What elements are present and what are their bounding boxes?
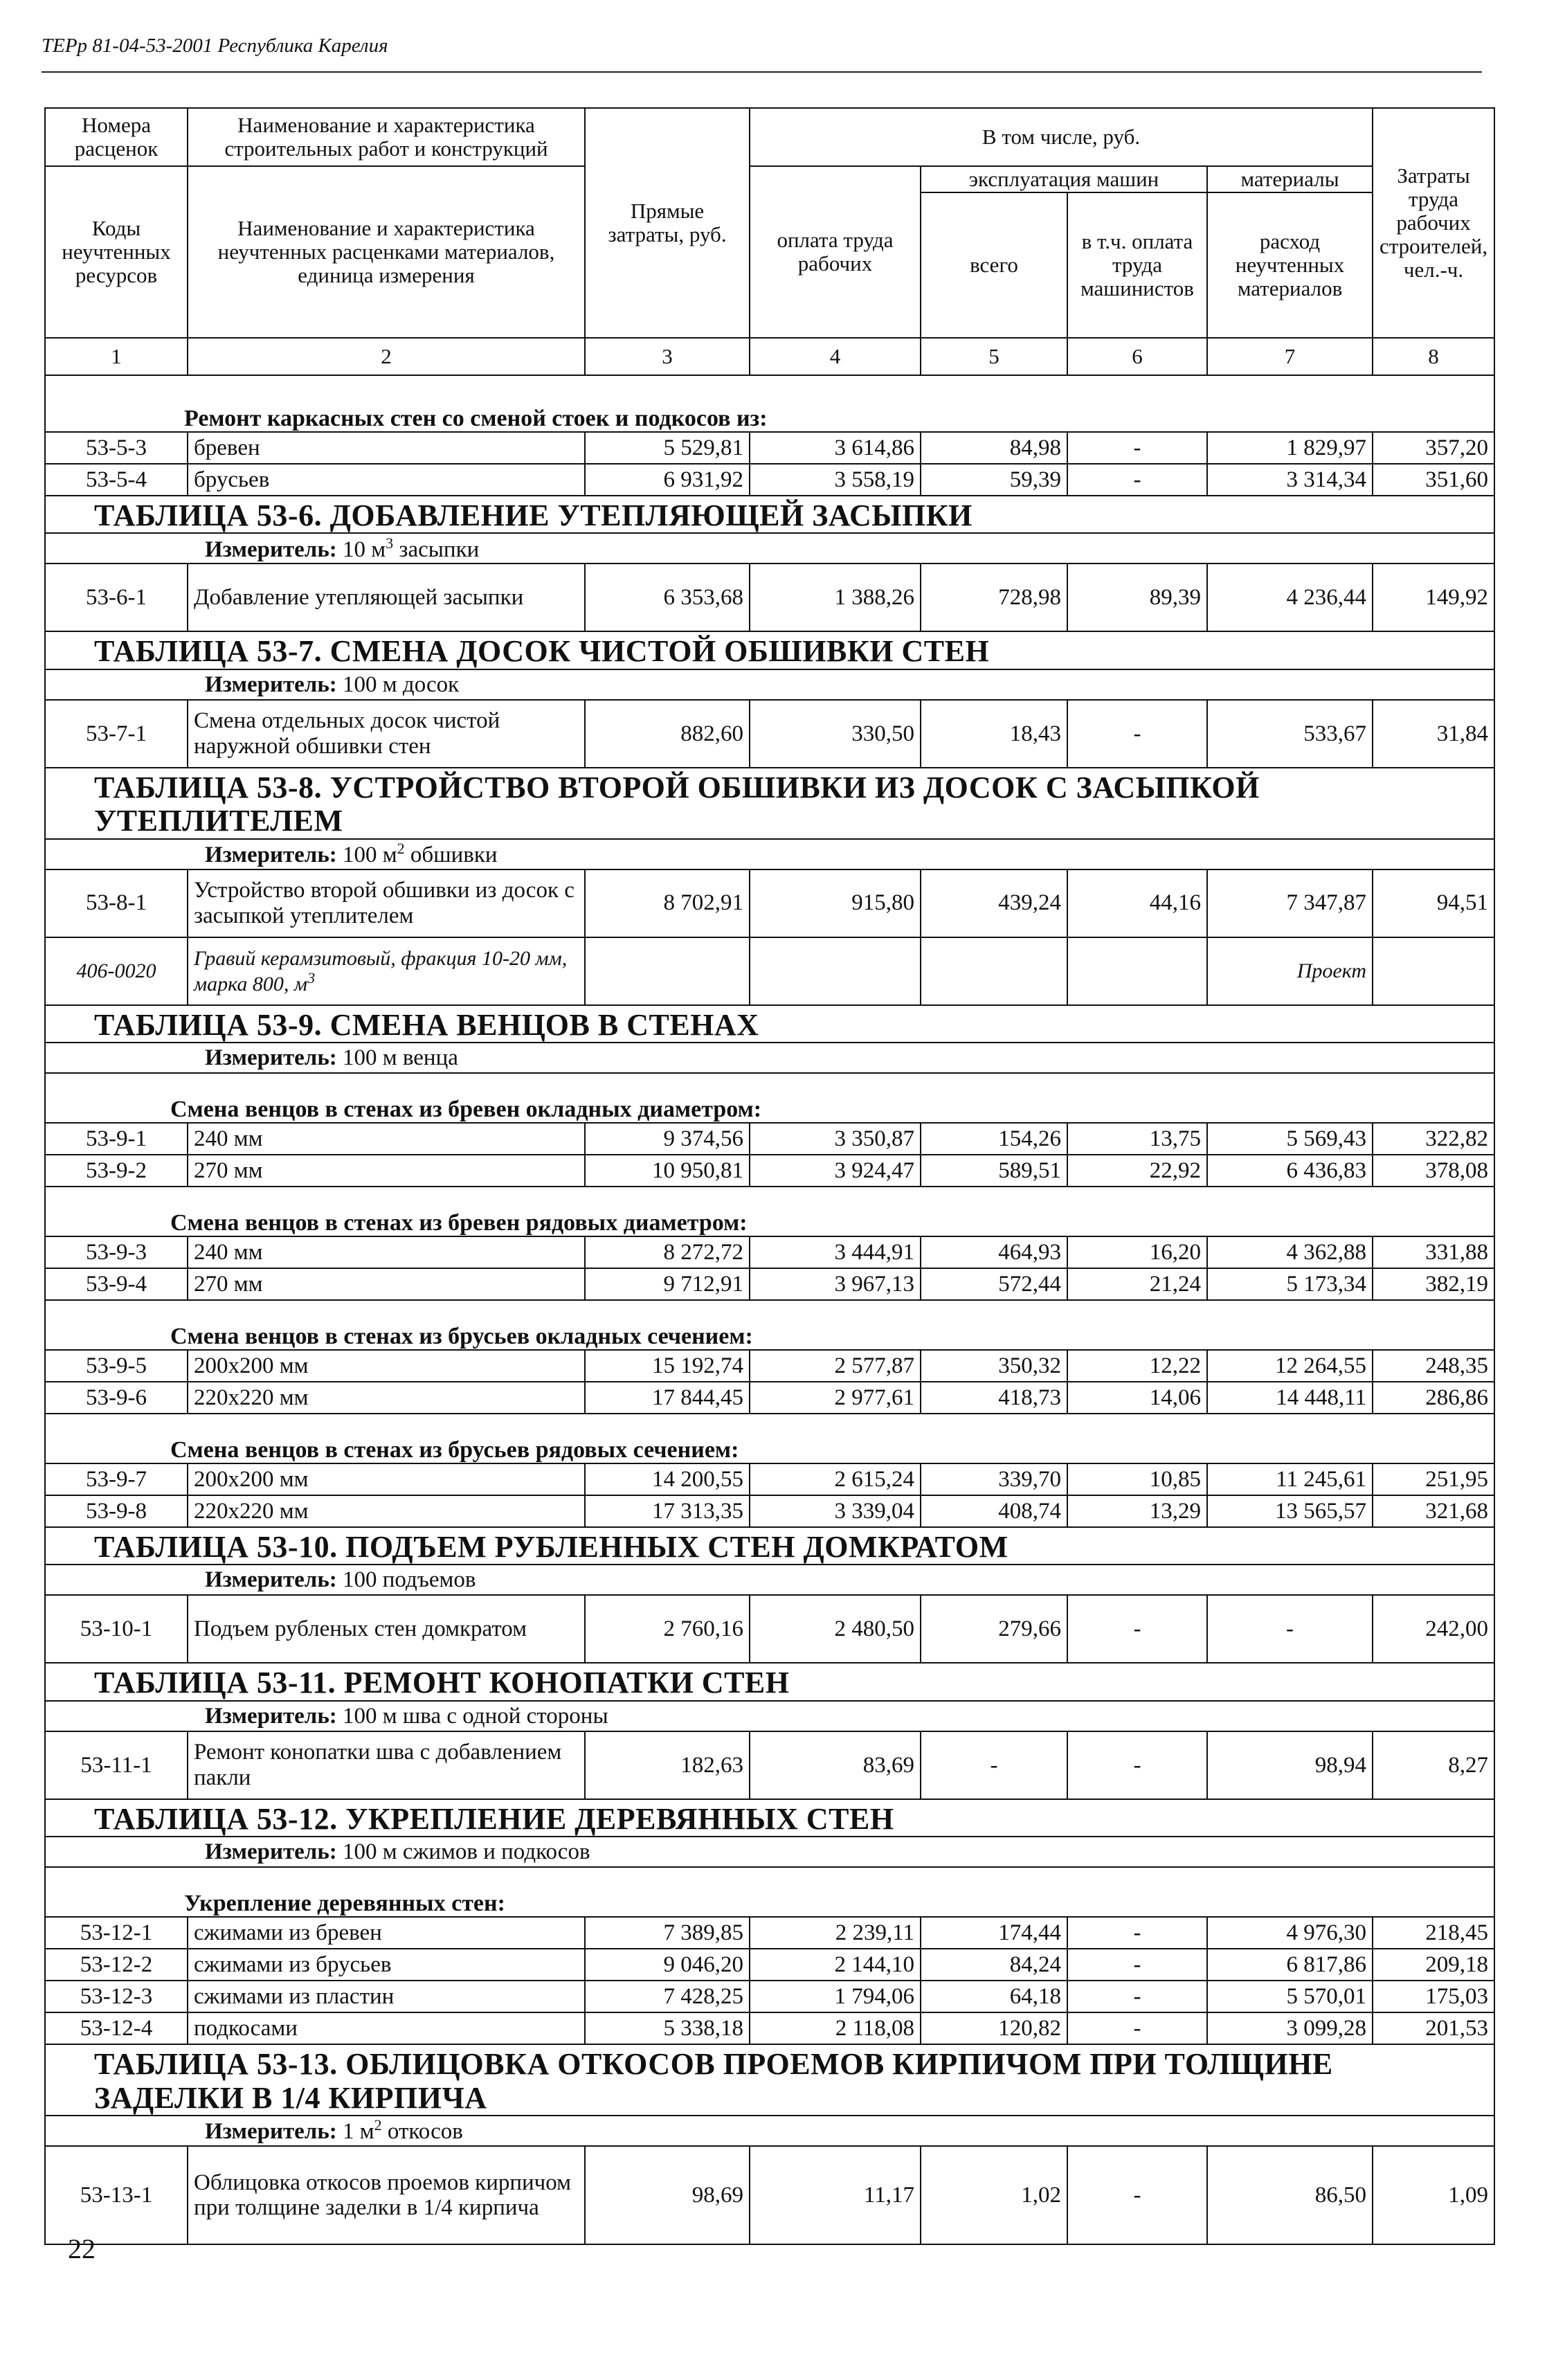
operator-wages: -: [1067, 1949, 1207, 1981]
unit-value: 100 м досок: [343, 671, 460, 697]
operator-wages: -: [1067, 464, 1207, 496]
unit-label: Измеритель:: [205, 842, 337, 867]
direct-cost: 6 931,92: [585, 464, 750, 496]
table-row: [45, 1949, 1494, 1981]
labor: 378,08: [1373, 1155, 1494, 1187]
direct-cost: 7 428,25: [585, 1981, 750, 2012]
machines-total: 408,74: [921, 1495, 1067, 1527]
rate-name: 270 мм: [188, 1268, 585, 1300]
materials: 6 436,83: [1207, 1155, 1373, 1187]
unit-label: Измеритель:: [205, 1703, 337, 1729]
machines-total: 64,18: [921, 1981, 1067, 2012]
machines-total: 154,26: [921, 1123, 1067, 1155]
direct-cost: 6 353,68: [585, 564, 750, 631]
subheading: Смена венцов в стенах из бревен окладных диаметром:: [45, 1073, 1494, 1123]
wages: 915,80: [750, 869, 921, 937]
unit-of-measure: [45, 839, 1494, 869]
table-row: [45, 1236, 1494, 1268]
labor: 321,68: [1373, 1495, 1494, 1527]
machines-total: 59,39: [921, 464, 1067, 496]
machines-total: 464,93: [921, 1236, 1067, 1268]
machines-total: 1,02: [921, 2146, 1067, 2244]
materials: 86,50: [1207, 2146, 1373, 2244]
materials: 7 347,87: [1207, 869, 1373, 937]
operator-wages: -: [1067, 2146, 1207, 2244]
wages: 83,69: [750, 1731, 921, 1799]
rate-code: 53-9-8: [45, 1495, 188, 1527]
direct-cost: 14 200,55: [585, 1463, 750, 1495]
table-title: ТАБЛИЦА 53-11. РЕМОНТ КОНОПАТКИ СТЕН: [45, 1663, 1494, 1700]
table-row: [45, 1123, 1494, 1155]
rate-code: 53-9-3: [45, 1236, 188, 1268]
unit-tail: обшивки: [404, 842, 498, 867]
labor: 331,88: [1373, 1236, 1494, 1268]
col-num-6: 6: [1067, 338, 1207, 375]
materials: 5 570,01: [1207, 1981, 1373, 2012]
rate-name: 220x220 мм: [188, 1382, 585, 1414]
direct-cost: 7 389,85: [585, 1917, 750, 1949]
rate-code: 53-6-1: [45, 564, 188, 631]
empty-cell: [750, 937, 921, 1005]
materials: 14 448,11: [1207, 1382, 1373, 1414]
direct-cost: 2 760,16: [585, 1595, 750, 1663]
machines-total: 174,44: [921, 1917, 1067, 1949]
rate-name: сжимами из брусьев: [188, 1949, 585, 1981]
rate-code: 53-12-4: [45, 2012, 188, 2044]
labor: 209,18: [1373, 1949, 1494, 1981]
rate-name: Добавление утепляющей засыпки: [188, 564, 585, 631]
resource-row: [45, 937, 1494, 1005]
materials: 4 362,88: [1207, 1236, 1373, 1268]
machines-total: 339,70: [921, 1463, 1067, 1495]
machines-total: 84,98: [921, 432, 1067, 464]
rate-name: подкосами: [188, 2012, 585, 2044]
machines-total: 279,66: [921, 1595, 1067, 1663]
machines-total: 350,32: [921, 1350, 1067, 1382]
operator-wages: -: [1067, 432, 1207, 464]
col-num-3: 3: [585, 338, 750, 375]
table-title: ТАБЛИЦА 53-7. СМЕНА ДОСОК ЧИСТОЙ ОБШИВКИ СТЕН: [45, 631, 1494, 669]
table-row: [45, 1917, 1494, 1949]
empty-cell: [1067, 937, 1207, 1005]
table-title: ТАБЛИЦА 53-6. ДОБАВЛЕНИЕ УТЕПЛЯЮЩЕЙ ЗАСЫПКИ: [45, 496, 1494, 533]
labor: 351,60: [1373, 464, 1494, 496]
materials: 1 829,97: [1207, 432, 1373, 464]
rate-name: сжимами из пластин: [188, 1981, 585, 2012]
header-wages: оплата труда рабочих: [750, 166, 921, 338]
rate-name: 220x220 мм: [188, 1495, 585, 1527]
table-row: [45, 1981, 1494, 2012]
wages: 2 144,10: [750, 1949, 921, 1981]
header-including: В том числе, руб.: [750, 108, 1373, 166]
rate-code: 53-13-1: [45, 2146, 188, 2244]
unit-tail: откосов: [381, 2119, 463, 2145]
labor: 1,09: [1373, 2146, 1494, 2244]
rate-name: Облицовка откосов проемов кирпичом при толщине заделки в 1/4 кирпича: [188, 2146, 585, 2244]
header-codes: Коды неучтенных ресурсов: [45, 166, 188, 338]
header-material-cost: расход неучтенных материалов: [1207, 192, 1373, 338]
direct-cost: 9 712,91: [585, 1268, 750, 1300]
unit-of-measure: [45, 1701, 1494, 1731]
direct-cost: 882,60: [585, 700, 750, 768]
unit-label: Измеритель:: [205, 671, 337, 697]
labor: 286,86: [1373, 1382, 1494, 1414]
wages: 3 558,19: [750, 464, 921, 496]
materials: 6 817,86: [1207, 1949, 1373, 1981]
rate-name: 240 мм: [188, 1236, 585, 1268]
labor: 251,95: [1373, 1463, 1494, 1495]
header-machines-total: всего: [921, 192, 1067, 338]
machines-total: 418,73: [921, 1382, 1067, 1414]
materials: 3 099,28: [1207, 2012, 1373, 2044]
materials: 5 173,34: [1207, 1268, 1373, 1300]
unit-of-measure: [45, 1837, 1494, 1867]
unit-superscript: 2: [397, 839, 405, 857]
machines-total: 120,82: [921, 2012, 1067, 2044]
table-title: ТАБЛИЦА 53-8. УСТРОЙСТВО ВТОРОЙ ОБШИВКИ ИЗ ДОСОК С ЗАСЫПКОЙ УТЕПЛИТЕЛЕМ: [45, 768, 1494, 839]
header-labor: Затраты труда рабочих строителей, чел.-ч.: [1373, 108, 1494, 338]
materials: 98,94: [1207, 1731, 1373, 1799]
operator-wages: 13,29: [1067, 1495, 1207, 1527]
unit-value: 100 подъемов: [343, 1567, 476, 1593]
operator-wages: 44,16: [1067, 869, 1207, 937]
rate-name: Смена отдельных досок чистой наружной обшивки стен: [188, 700, 585, 768]
materials: 11 245,61: [1207, 1463, 1373, 1495]
page-number: 22: [68, 2233, 96, 2264]
rate-code: 53-9-5: [45, 1350, 188, 1382]
rate-code: 53-5-4: [45, 464, 188, 496]
header-machines: эксплуатация машин: [921, 166, 1207, 192]
rate-name: сжимами из бревен: [188, 1917, 585, 1949]
unit-label: Измеритель:: [205, 1567, 337, 1593]
table-row: [45, 2012, 1494, 2044]
operator-wages: 12,22: [1067, 1350, 1207, 1382]
table-title: ТАБЛИЦА 53-9. СМЕНА ВЕНЦОВ В СТЕНАХ: [45, 1005, 1494, 1043]
table-row: [45, 564, 1494, 631]
resource-name-text: Гравий керамзитовый, фракция 10-20 мм, марка 800, м: [194, 946, 568, 995]
direct-cost: 5 338,18: [585, 2012, 750, 2044]
empty-cell: [1373, 937, 1494, 1005]
wages: 3 967,13: [750, 1268, 921, 1300]
operator-wages: -: [1067, 1595, 1207, 1663]
operator-wages: -: [1067, 1981, 1207, 2012]
table-row: [45, 1463, 1494, 1495]
col-num-4: 4: [750, 338, 921, 375]
wages: 2 577,87: [750, 1350, 921, 1382]
direct-cost: 17 313,35: [585, 1495, 750, 1527]
wages: 3 614,86: [750, 432, 921, 464]
header-materials: материалы: [1207, 166, 1373, 192]
col-num-5: 5: [921, 338, 1067, 375]
direct-cost: 9 046,20: [585, 1949, 750, 1981]
table-title: ТАБЛИЦА 53-13. ОБЛИЦОВКА ОТКОСОВ ПРОЕМОВ КИРПИЧОМ ПРИ ТОЛЩИНЕ ЗАДЕЛКИ В 1/4 КИРПИЧА: [45, 2044, 1494, 2116]
operator-wages: 89,39: [1067, 564, 1207, 631]
table-row: [45, 464, 1494, 496]
resource-unit-superscript: 3: [307, 968, 316, 986]
rate-code: 53-9-7: [45, 1463, 188, 1495]
wages: 330,50: [750, 700, 921, 768]
subheading: Ремонт каркасных стен со сменой стоек и подкосов из:: [45, 375, 1494, 432]
price-table: [44, 107, 1495, 2245]
empty-cell: [585, 937, 750, 1005]
materials: 4 976,30: [1207, 1917, 1373, 1949]
rate-name: Подъем рубленых стен домкратом: [188, 1595, 585, 1663]
unit-value: 10 м: [343, 537, 386, 562]
direct-cost: 17 844,45: [585, 1382, 750, 1414]
direct-cost: 8 702,91: [585, 869, 750, 937]
wages: 1 794,06: [750, 1981, 921, 2012]
unit-of-measure: [45, 669, 1494, 700]
header-number: Номера расценок: [45, 108, 188, 166]
operator-wages: 14,06: [1067, 1382, 1207, 1414]
resource-quantity: Проект: [1207, 937, 1373, 1005]
unit-value: 100 м венца: [343, 1045, 458, 1070]
machines-total: 589,51: [921, 1155, 1067, 1187]
empty-cell: [921, 937, 1067, 1005]
header-divider: [42, 71, 1482, 73]
labor: 248,35: [1373, 1350, 1494, 1382]
table-row: [45, 1350, 1494, 1382]
labor: 218,45: [1373, 1917, 1494, 1949]
rate-name: 200x200 мм: [188, 1350, 585, 1382]
wages: 2 977,61: [750, 1382, 921, 1414]
wages: 2 118,08: [750, 2012, 921, 2044]
labor: 322,82: [1373, 1123, 1494, 1155]
header-name-materials: Наименование и характеристика неучтенных расценками материалов, единица измерения: [188, 166, 585, 338]
materials: 3 314,34: [1207, 464, 1373, 496]
labor: 31,84: [1373, 700, 1494, 768]
unit-superscript: 2: [374, 2116, 382, 2134]
direct-cost: 10 950,81: [585, 1155, 750, 1187]
machines-total: 18,43: [921, 700, 1067, 768]
materials: -: [1207, 1595, 1373, 1663]
operator-wages: 21,24: [1067, 1268, 1207, 1300]
wages: 3 924,47: [750, 1155, 921, 1187]
rate-code: 53-11-1: [45, 1731, 188, 1799]
table-row: [45, 2146, 1494, 2244]
materials: 5 569,43: [1207, 1123, 1373, 1155]
table-row: [45, 1268, 1494, 1300]
header-operator-wages: в т.ч. оплата труда машинистов: [1067, 192, 1207, 338]
direct-cost: 15 192,74: [585, 1350, 750, 1382]
unit-of-measure: [45, 1043, 1494, 1073]
unit-superscript: 3: [386, 534, 394, 552]
rate-code: 53-12-3: [45, 1981, 188, 2012]
subheading: Смена венцов в стенах из брусьев рядовых сечением:: [45, 1414, 1494, 1463]
direct-cost: 9 374,56: [585, 1123, 750, 1155]
wages: 1 388,26: [750, 564, 921, 631]
unit-of-measure: [45, 1565, 1494, 1595]
machines-total: 728,98: [921, 564, 1067, 631]
header-direct-costs: Прямые затраты, руб.: [585, 108, 750, 338]
subheading: Укрепление деревянных стен:: [45, 1867, 1494, 1917]
wages: 2 239,11: [750, 1917, 921, 1949]
unit-tail: засыпки: [393, 537, 480, 562]
rate-code: 53-12-1: [45, 1917, 188, 1949]
rate-name: 240 мм: [188, 1123, 585, 1155]
rate-name: 200x200 мм: [188, 1463, 585, 1495]
unit-label: Измеритель:: [205, 1045, 337, 1070]
operator-wages: 10,85: [1067, 1463, 1207, 1495]
table-title: ТАБЛИЦА 53-12. УКРЕПЛЕНИЕ ДЕРЕВЯННЫХ СТЕН: [45, 1799, 1494, 1837]
labor: 201,53: [1373, 2012, 1494, 2044]
labor: 94,51: [1373, 869, 1494, 937]
unit-label: Измеритель:: [205, 537, 337, 562]
table-row: [45, 1595, 1494, 1663]
wages: 11,17: [750, 2146, 921, 2244]
col-num-7: 7: [1207, 338, 1373, 375]
wages: 3 444,91: [750, 1236, 921, 1268]
unit-of-measure: [45, 2116, 1494, 2146]
header-name: Наименование и характеристика строительных работ и конструкций: [188, 108, 585, 166]
unit-value: 100 м: [343, 842, 397, 867]
operator-wages: 16,20: [1067, 1236, 1207, 1268]
rate-code: 53-12-2: [45, 1949, 188, 1981]
direct-cost: 8 272,72: [585, 1236, 750, 1268]
rate-name: бревен: [188, 432, 585, 464]
col-num-8: 8: [1373, 338, 1494, 375]
table-row: [45, 700, 1494, 768]
materials: 12 264,55: [1207, 1350, 1373, 1382]
rate-code: 53-9-4: [45, 1268, 188, 1300]
table-row: [45, 1731, 1494, 1799]
rate-code: 53-7-1: [45, 700, 188, 768]
rate-name: Ремонт конопатки шва с добавлением пакли: [188, 1731, 585, 1799]
table-title: ТАБЛИЦА 53-10. ПОДЪЕМ РУБЛЕННЫХ СТЕН ДОМКРАТОМ: [45, 1527, 1494, 1565]
col-num-2: 2: [188, 338, 585, 375]
subheading: Смена венцов в стенах из брусьев окладных сечением:: [45, 1300, 1494, 1350]
machines-total: 572,44: [921, 1268, 1067, 1300]
rate-name: 270 мм: [188, 1155, 585, 1187]
unit-value: 100 м сжимов и подкосов: [343, 1839, 590, 1864]
subheading: Смена венцов в стенах из бревен рядовых диаметром:: [45, 1187, 1494, 1236]
unit-label: Измеритель:: [205, 2119, 337, 2145]
labor: 242,00: [1373, 1595, 1494, 1663]
labor: 149,92: [1373, 564, 1494, 631]
operator-wages: 13,75: [1067, 1123, 1207, 1155]
labor: 382,19: [1373, 1268, 1494, 1300]
unit-value: 100 м шва с одной стороны: [343, 1703, 608, 1729]
table-row: [45, 1155, 1494, 1187]
materials: 533,67: [1207, 700, 1373, 768]
machines-total: 439,24: [921, 869, 1067, 937]
wages: 2 480,50: [750, 1595, 921, 1663]
unit-value: 1 м: [343, 2119, 374, 2145]
rate-code: 53-9-1: [45, 1123, 188, 1155]
labor: 8,27: [1373, 1731, 1494, 1799]
materials: 4 236,44: [1207, 564, 1373, 631]
table-row: [45, 869, 1494, 937]
direct-cost: 98,69: [585, 2146, 750, 2244]
operator-wages: -: [1067, 1917, 1207, 1949]
resource-name: [188, 937, 585, 1005]
rate-name: брусьев: [188, 464, 585, 496]
wages: 2 615,24: [750, 1463, 921, 1495]
labor: 175,03: [1373, 1981, 1494, 2012]
table-row: [45, 1495, 1494, 1527]
direct-cost: 182,63: [585, 1731, 750, 1799]
table-row: [45, 432, 1494, 464]
operator-wages: -: [1067, 1731, 1207, 1799]
rate-code: 53-5-3: [45, 432, 188, 464]
labor: 357,20: [1373, 432, 1494, 464]
wages: 3 339,04: [750, 1495, 921, 1527]
operator-wages: -: [1067, 2012, 1207, 2044]
direct-cost: 5 529,81: [585, 432, 750, 464]
running-header: ТЕРр 81-04-53-2001 Республика Карелия: [42, 35, 388, 57]
table-row: [45, 1382, 1494, 1414]
rate-code: 53-9-6: [45, 1382, 188, 1414]
wages: 3 350,87: [750, 1123, 921, 1155]
machines-total: -: [921, 1731, 1067, 1799]
col-num-1: 1: [45, 338, 188, 375]
rate-code: 53-9-2: [45, 1155, 188, 1187]
materials: 13 565,57: [1207, 1495, 1373, 1527]
rate-name: Устройство второй обшивки из досок с засыпкой утеплителем: [188, 869, 585, 937]
resource-code: 406-0020: [45, 937, 188, 1005]
rate-code: 53-8-1: [45, 869, 188, 937]
rate-code: 53-10-1: [45, 1595, 188, 1663]
operator-wages: 22,92: [1067, 1155, 1207, 1187]
machines-total: 84,24: [921, 1949, 1067, 1981]
unit-label: Измеритель:: [205, 1839, 337, 1864]
unit-of-measure: [45, 533, 1494, 564]
operator-wages: -: [1067, 700, 1207, 768]
